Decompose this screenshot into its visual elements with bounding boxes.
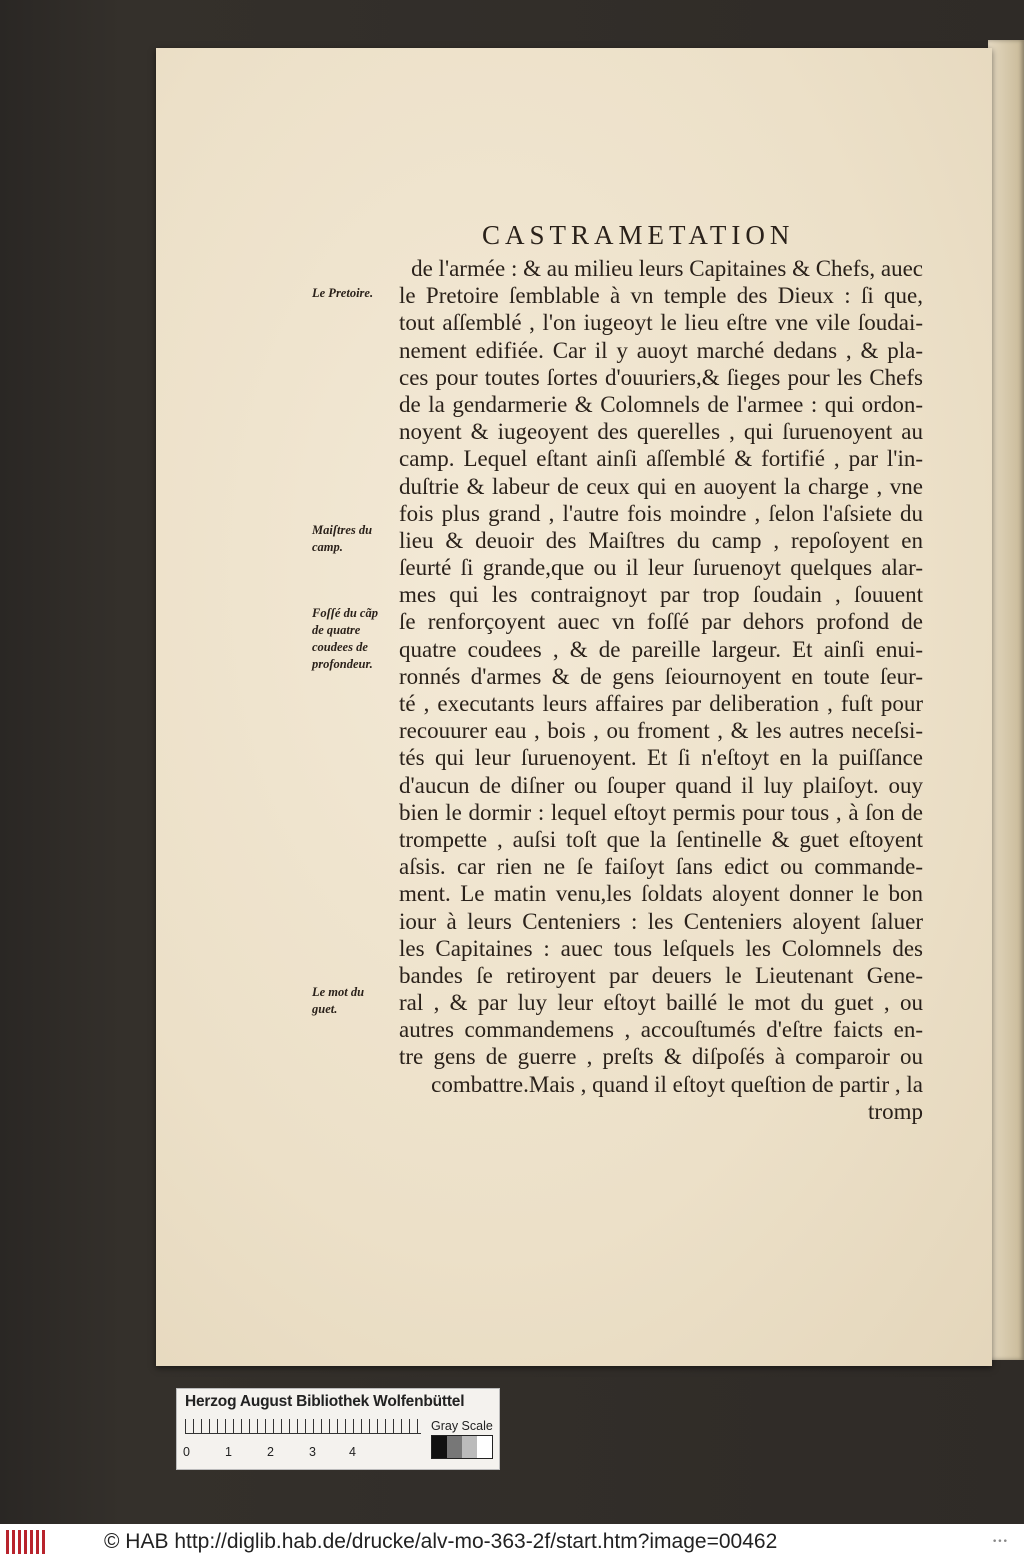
text-line: ral , & par luy leur eſtoyt baillé le mot du guet , ou [399, 990, 923, 1016]
text-line: les Capitaines : auec tous leſquels les Colomnels des [399, 935, 923, 961]
text-line: autres commandemens , accouſtumés d'eſtre faicts en- [399, 1017, 923, 1043]
text-line: tre gens de guerre , preſts & diſpoſés à comparoir ou [399, 1044, 923, 1070]
text-line: le Pretoire ſemblable à vn temple des Dieux : ſi que, [399, 283, 923, 309]
running-head: CASTRAMETATION [482, 220, 795, 250]
text-line: mes qui les contraignoyt par trop ſoudain , ſouuent [399, 582, 923, 608]
facing-page-edge [988, 40, 1024, 1360]
text-line: tés qui leur ſuruenoyent. Et ſi n'eſtoyt en la puiſſance [399, 745, 923, 771]
catchword: tromp [868, 1098, 923, 1124]
text-line: camp. Lequel eſtant ainſi aſſemblé & fortifié , par l'in- [399, 446, 923, 472]
ruler-number: 4 [349, 1445, 356, 1459]
text-line: tout aſſemblé , l'on iugeoyt le lieu eſtre vne vile ſoudai- [399, 310, 923, 336]
text-line: trompette , auſsi toſt que la ſentinelle & guet eſtoyent [399, 826, 923, 852]
text-line: bandes ſe retiroyent par deuers le Lieutenant Gene- [399, 962, 923, 988]
gray-scale-swatches [431, 1435, 493, 1459]
text-line: de la gendarmerie & Colomnels de l'armee : qui ordon- [399, 391, 923, 417]
text-line: té , executants leurs affaires par deliberation , fuſt pour [399, 691, 923, 716]
small-mark-icon: ••• [992, 1537, 1008, 1547]
body-text [399, 255, 923, 1125]
text-line: iour à leurs Centeniers : les Centeniers aloyent ſaluer [399, 908, 923, 934]
text-line: duſtrie & labeur de ceux qui en auoyent la charge , vne [399, 473, 923, 499]
ruler-scale [185, 1419, 421, 1434]
text-line: combattre.Mais , quand il eſtoyt queſtion de partir , la [431, 1071, 923, 1097]
text-line: d'aucun de diſner ou ſouper quand il luy plaiſoyt. ouy [399, 772, 923, 798]
marginal-note-pretoire: Le Pretoire. [312, 286, 374, 300]
ruler-number: 0 [183, 1445, 190, 1459]
text-line: bien le dormir : lequel eſtoyt permis pour tous , à ſon de [399, 799, 923, 825]
marginal-note-maistres: Maiſtres du camp. [312, 523, 373, 554]
ruler-title: Herzog August Bibliothek Wolfenbüttel [185, 1393, 465, 1410]
text-line: ces pour toutes ſortes d'ouuriers,& ſieges pour les Chefs [399, 364, 923, 390]
text-line: noyent & iugeoyent des querelles , qui ſuruenoyent au [399, 419, 923, 445]
text-line: aſsis. car rien ne ſe faiſoyt ſans edict ou commande- [399, 854, 923, 880]
marginal-note-fosse: Foſſé du cãp de quatre coudees de profondeur. [312, 606, 378, 671]
text-line: recouurer eau , bois , ou froment , & les autres neceſsi- [399, 718, 923, 744]
text-line: quatre coudees , & de pareille largeur. Et ainſi enui- [399, 636, 923, 662]
marginal-note-mot-du-guet: Le mot du guet. [312, 985, 365, 1016]
footer-copyright-link[interactable]: © HAB http://diglib.hab.de/drucke/alv-mo-363-2f/start.htm?image=00462 [104, 1530, 778, 1553]
hab-barcode-logo-icon [6, 1530, 48, 1554]
footer-bar [0, 1524, 1024, 1561]
ruler-number: 1 [225, 1445, 232, 1459]
text-line: ronnés d'armes & de gens ſeiournoyent en toute ſeur- [399, 663, 923, 689]
text-line: lieu & deuoir des Maiſtres du camp , repoſoyent en [399, 527, 923, 553]
text-line: de l'armée : & au milieu leurs Capitaines & Chefs, auec [411, 256, 923, 281]
text-line: ment. Le matin venu,les ſoldats aloyent donner le bon [399, 881, 923, 907]
text-line: ſe renforçoyent auec vn foſſé par dehors profond de [399, 609, 923, 635]
ruler-number: 3 [309, 1445, 316, 1459]
text-line: fois plus grand , l'autre fois moindre , ſelon l'aſsiete du [399, 500, 923, 526]
ruler-number: 2 [267, 1445, 274, 1459]
gray-scale-label: Gray Scale [431, 1419, 493, 1433]
text-line: nement edifiée. Car il y auoyt marché dedans , & pla- [399, 337, 923, 363]
text-line: ſeurté ſi grande,que ou il leur ſuruenoyt quelques alar- [399, 555, 923, 581]
color-ruler [176, 1388, 500, 1470]
